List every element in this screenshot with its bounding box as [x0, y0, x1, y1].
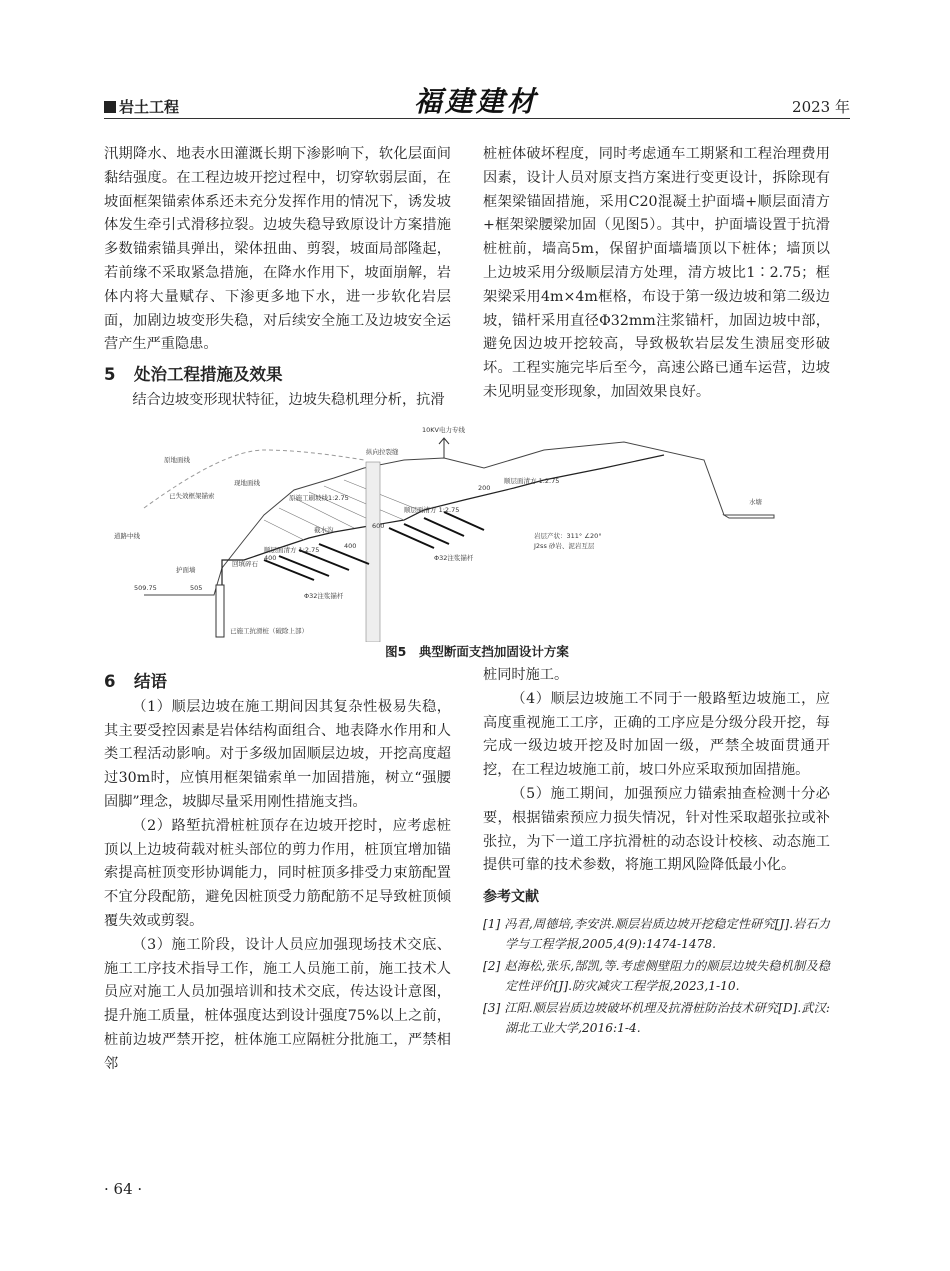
paragraph: 结合边坡变形现状特征，边坡失稳机理分析，抗滑 [132, 391, 445, 408]
label-original-ground: 原地面线 [164, 456, 190, 464]
page-header [104, 86, 850, 119]
slope-section-diagram [104, 420, 850, 642]
references-title: 参考文献 [483, 889, 539, 906]
section-label [104, 96, 179, 117]
paragraph: 汛期降水、地表水田灌溉长期下渗影响下，软化层面间黏结强度。在工程边坡开挖过程中，切穿软弱层面，在坡面框架锚索体系还未充分发挥作用的情况下，诱发坡体发生牵引式滑移拉裂。边坡失稳导致原设计方案措施多数锚索锚具弹出，梁体扭曲、剪裂，坡面局部隆起，若前缘不采取紧急措施，在降水作用下，坡面崩解，岩体内将大量赋存、下渗更多地下水，进一步软化岩层面，加剧边坡变形失稳，对后续安全施工及边坡安全运营产生严重隐患。 [104, 146, 451, 353]
label-clear1: 顺层面清方 1:2.75 [264, 546, 320, 554]
paragraph: （2）路堑抗滑桩桩顶存在边坡开挖时，应考虑桩顶以上边坡荷载对桩头部位的剪力作用，桩顶宜增加锚索提高桩顶变形协调能力，同时桩顶多排受力束筋配置不宜分段配筋，避免因桩顶受力筋配筋不足导致桩顶倾覆失效或剪裂。 [104, 817, 451, 929]
cut-slope [222, 455, 664, 595]
water-surface [724, 515, 774, 518]
paragraph: （5）施工期间，加强预应力锚索抽查检测十分必要，根据锚索预应力损失情况，针对性采取超张拉或补张拉，为下一道工序抗滑桩的动态设计校核、动态施工提供可靠的技术参数，将施工期风险降低最小化。 [483, 785, 830, 874]
reference-item: [2] 赵海松,张乐,郜凯,等.考虑侧壁阻力的顺层边坡失稳机制及稳定性评价[J].防灾减灾工程学报,2023,1-10. [483, 958, 830, 993]
label-anchor1: Φ32注浆锚杆 [434, 554, 474, 562]
reference-item: [1] 冯君,周德培,李安洪.顺层岩质边坡开挖稳定性研究[J].岩石力学与工程学报,2005,4(9):1474-1478. [483, 916, 830, 951]
label-fill: 回填碎石 [232, 560, 258, 568]
left-column-top [104, 143, 451, 413]
label-400a: 400 [264, 554, 277, 562]
paragraph: （4）顺层边坡施工不同于一般路堑边坡施工，应高度重视施工工序，正确的工序应是分级分段开挖，每完成一级边坡开挖及时加固一级，严禁全坡面贯通开挖，在工程边坡施工前，坡口外应采取预加固措施。 [483, 690, 830, 779]
label-anchor2: Φ32注浆锚杆 [304, 592, 344, 600]
label-600: 600 [372, 522, 385, 530]
label-road-center: 道路中线 [114, 532, 140, 540]
paragraph: 桩桩体破坏程度，同时考虑通车工期紧和工程治理费用因素，设计人员对原支挡方案进行变更设计，拆除现有框架梁锚固措施，采用C20混凝土护面墙+顺层面清方+框架梁腰梁加固（见图5）。其中，护面墙设置于抗滑桩桩前，墙高5m，保留护面墙墙顶以下桩体；墙顶以上边坡采用分级顺层清方处理，清方坡比1∶2.75；框架梁采用4m×4m框格，布设于第一级边坡和第二级边坡，锚杆采用直径Φ32mm注浆锚杆，加固边坡中部，避免因边坡开挖较高，导致极软岩层发生溃屈变形破坏。工程实施完毕后至今，高速公路已通车运营，边坡未见明显变形现象，加固效果良好。 [483, 146, 830, 400]
label-rock2: J2ss 砂岩、泥岩互层 [534, 542, 595, 550]
section-title: 处治工程措施及效果 [134, 365, 283, 385]
section-number: 5 [104, 365, 116, 385]
journal-logo: 福建建材 [414, 85, 539, 118]
section-heading-6 [104, 670, 451, 694]
label-clear2: 顺层面清方 1:2.75 [504, 477, 560, 485]
paragraph: 桩同时施工。 [483, 667, 569, 683]
pile-band [366, 462, 380, 642]
figure-caption: 图5 典型断面支挡加固设计方案 [385, 644, 569, 659]
label-505: 505 [190, 584, 203, 592]
hatch-zone [264, 480, 424, 540]
label-current-ground: 现地面线 [234, 479, 260, 487]
journal-year: 2023 年 [792, 98, 850, 116]
label-power-line: 10KV电力专线 [422, 426, 465, 434]
label-intercept: 截水沟 [314, 526, 334, 534]
section-title: 结语 [134, 672, 167, 691]
label-water: 水塘 [749, 498, 762, 506]
right-column-top [483, 143, 830, 405]
square-icon [104, 101, 116, 113]
section-number: 6 [104, 672, 116, 691]
label-clear3: 顺层面清方 1:2.75 [404, 506, 460, 514]
label-pile: 已施工抗滑桩（破除上部） [230, 627, 308, 635]
power-pole-icon [439, 438, 449, 458]
section-text: 岩土工程 [119, 98, 180, 116]
label-dim200: 200 [478, 484, 491, 492]
label-400b: 400 [344, 542, 357, 550]
label-original-line: 原施工刷坡线1:2.75 [289, 494, 349, 502]
figure-5 [104, 420, 850, 642]
left-column-bottom [104, 664, 451, 1077]
label-rock: 岩层产状：311° ∠20° [534, 532, 602, 540]
reference-item: [3] 江阳.顺层岩质边坡破坏机理及抗滑桩防治技术研究[D].武汉:湖北工业大学,2016:1-4. [483, 1000, 830, 1035]
anti-slide-pile [216, 585, 224, 637]
page-number: · 64 · [104, 1180, 143, 1198]
label-elev: 509.75 [134, 584, 157, 592]
label-long-trench: 纵向拉裂缝 [366, 448, 399, 456]
right-column-bottom [483, 664, 830, 1040]
paragraph: （1）顺层边坡在施工期间因其复杂性极易失稳，其主要受控因素是岩体结构面组合、地表降水作用和人类工程活动影响。对于多级加固顺层边坡，开挖高度超过30m时，应慎用框架锚索单一加固措施，树立“强腰固脚”理念，坡脚尽量采用刚性措施支挡。 [104, 698, 451, 810]
paragraph: （3）施工阶段，设计人员应加强现场技术交底、施工工序技术指导工作，施工人员施工前，施工技术人员应对施工人员加强培训和技术交底，传达设计意图，提升施工质量，桩体强度达到设计强度75%以上之前，桩前边坡严禁开挖，桩体施工应隔桩分批施工，严禁相邻 [104, 936, 451, 1072]
label-guard-wall: 护面墙 [176, 566, 196, 574]
section-heading-5 [104, 363, 451, 387]
label-failed-anchor: 已失效框架锚索 [169, 492, 215, 500]
